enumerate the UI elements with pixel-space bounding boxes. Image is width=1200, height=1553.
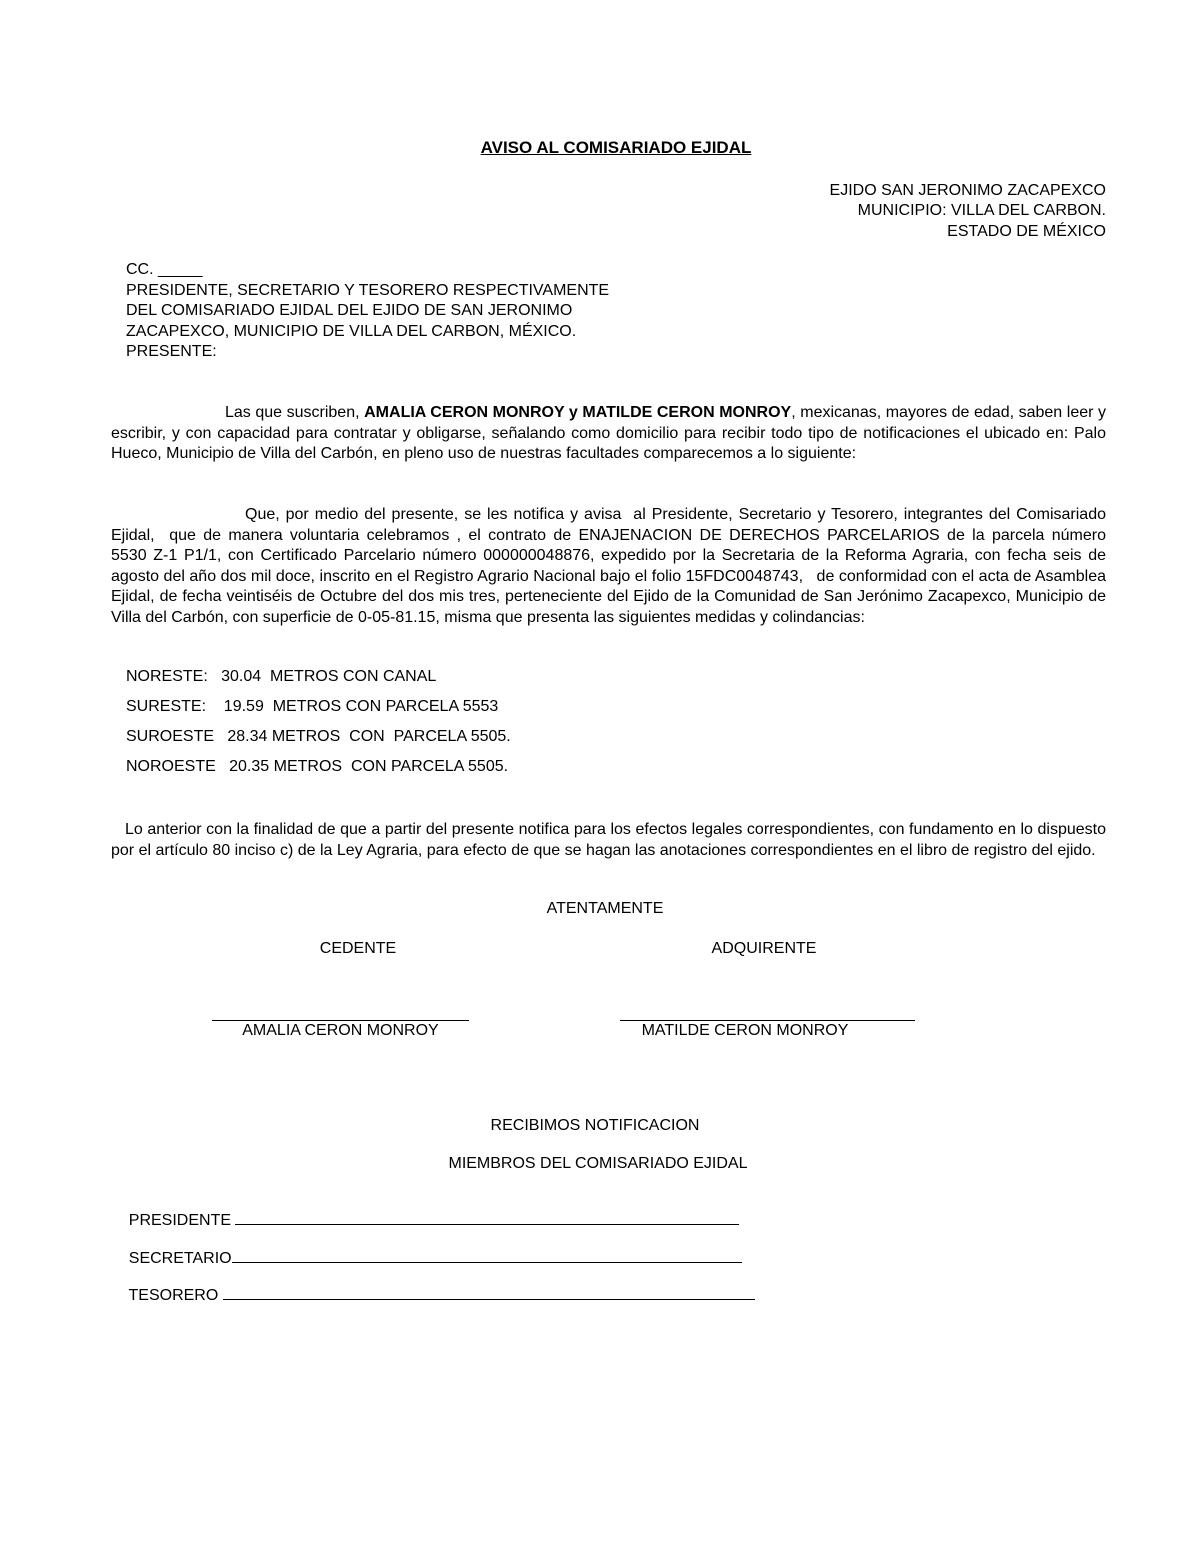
tesorero-signature-row	[111, 1267, 755, 1323]
addressee-line: PRESIDENTE, SECRETARIO Y TESORERO RESPECTIVAMENTE	[126, 281, 610, 299]
header-ejido: EJIDO SAN JERONIMO ZACAPEXCO	[829, 182, 1106, 199]
secretario-signature-line	[232, 1248, 742, 1263]
adquirente-signature-line	[620, 1020, 915, 1021]
header-estado: ESTADO DE MÉXICO	[947, 223, 1106, 240]
tesorero-signature-line	[223, 1285, 755, 1300]
addressee-cc: CC. _____	[126, 261, 203, 278]
adquirente-name: MATILDE CERON MONROY	[641, 1022, 849, 1039]
measure-sureste: SURESTE: 19.59 METROS CON PARCELA 5553	[126, 698, 499, 715]
cedente-name: AMALIA CERON MONROY	[242, 1022, 439, 1039]
measure-suroeste: SUROESTE 28.34 METROS CON PARCELA 5505.	[126, 728, 511, 745]
paragraph-fundamento	[111, 820, 1106, 861]
paragraph-aviso	[111, 505, 1138, 628]
addressee-line: DEL COMISARIADO EJIDAL DEL EJIDO DE SAN JERONIMO	[126, 302, 573, 319]
presidente-signature-line	[235, 1210, 739, 1225]
para3-text: Lo anterior con la finalidad de que a partir del presente notifica para los efectos legales correspondientes, con fundamento en lo dispuesto por el artículo 80 inciso c) de la Ley Agraria, para efecto de que se hagan las anotaciones correspondientes en el libro de registro del ejido.	[111, 821, 1106, 859]
document-title: AVISO AL COMISARIADO EJIDAL	[480, 138, 752, 157]
secretario-label: SECRETARIO	[128, 1250, 232, 1267]
presidente-label: PRESIDENTE	[128, 1212, 236, 1229]
commissariat-members: MIEMBROS DEL COMISARIADO EJIDAL	[448, 1155, 748, 1172]
addressee-line: ZACAPEXCO, MUNICIPIO DE VILLA DEL CARBON, MÉXICO.	[126, 322, 577, 340]
addressee-presente: PRESENTE:	[126, 343, 217, 360]
para1-names: AMALIA CERON MONROY y MATILDE CERON MONROY	[364, 404, 792, 421]
cedente-label: CEDENTE	[319, 940, 397, 957]
paragraph-comparecencia	[111, 403, 1106, 465]
para2-text: Que, por medio del presente, se les notifica y avisa al Presidente, Secretario y Tesorero, integrantes del Comisariado Ejidal, que de manera voluntaria celebramos , el contrato de ENAJENACION DE DERECHOS PARCELARIOS de la parcela número 5530 Z-1 P1/1, con Certificado Parcelario número 000000048876, expedido por la Secretaria de la Reforma Agraria, con fecha seis de agosto del año dos mil doce, inscrito en el Registro Agrario Nacional bajo el folio 15FDC0048743, de conformidad con el acta de Asamblea Ejidal, de fecha veintiséis de Octubre del dos mis tres, perteneciente del Ejido de la Comunidad de San Jerónimo Zacapexco, Municipio de Villa del Carbón, con superficie de 0-05-81.15, misma que presenta las siguientes medidas y colindancias:	[111, 506, 1138, 626]
measure-noreste: NORESTE: 30.04 METROS CON CANAL	[126, 668, 437, 685]
adquirente-label: ADQUIRENTE	[711, 940, 817, 957]
addressee-block	[126, 260, 609, 363]
closing-atentamente: ATENTAMENTE	[546, 900, 664, 917]
cedente-signature-line	[212, 1020, 469, 1021]
tesorero-label: TESORERO	[128, 1287, 223, 1304]
para1-pre: Las que suscriben,	[225, 404, 365, 421]
para1-post: , mexicanas, mayores de edad, saben leer y escribir, y con capacidad para contratar y obligarse, señalando como domicilio para recibir todo tipo de notificaciones el ubicado en: Palo Hueco, Municipio de Villa del Carbón, en pleno uso de nuestras facultades comparecemos a lo siguiente:	[111, 404, 1107, 462]
header-municipio: MUNICIPIO: VILLA DEL CARBON.	[857, 202, 1106, 219]
measure-noroeste: NOROESTE 20.35 METROS CON PARCELA 5505.	[126, 758, 509, 775]
received-notification: RECIBIMOS NOTIFICACION	[490, 1117, 700, 1134]
